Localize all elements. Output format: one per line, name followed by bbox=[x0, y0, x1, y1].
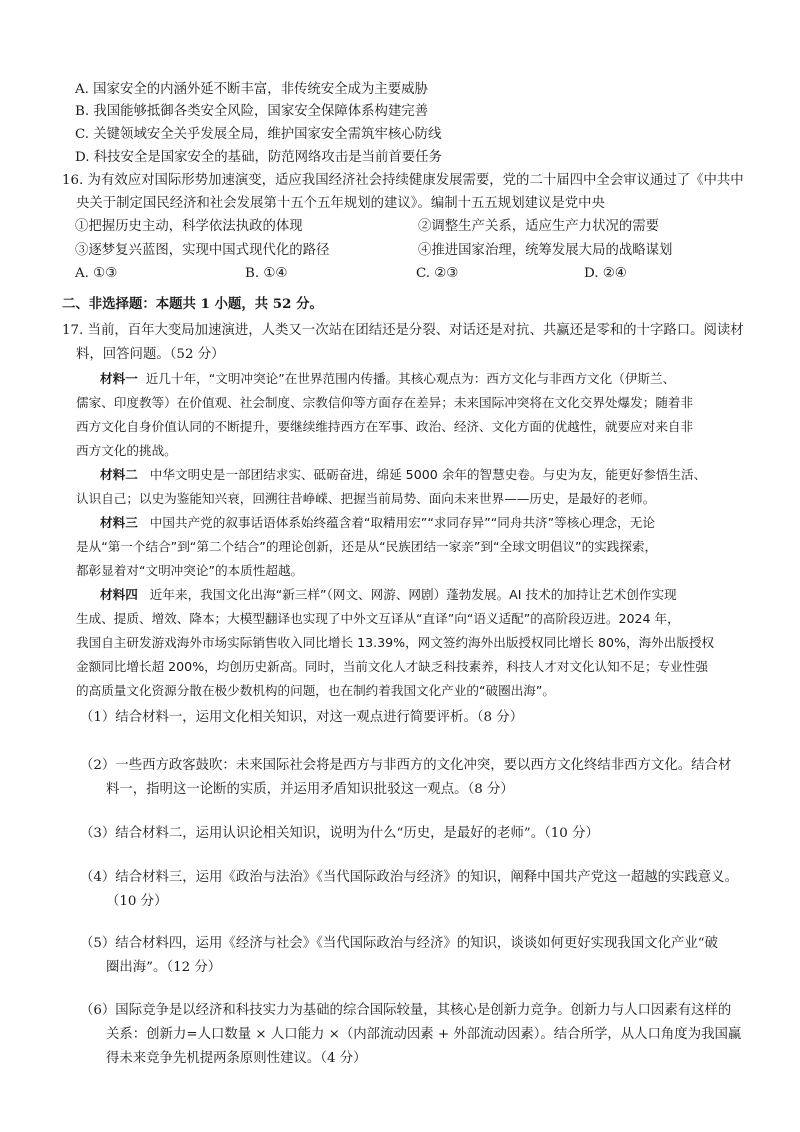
material-4-label: 材料四 bbox=[100, 587, 138, 602]
material-2-text: 中华文明史是一部团结求实、砥砺奋进，绵延 5000 余年的智慧史卷。与史为友，能更好参悟生活、 bbox=[149, 467, 707, 482]
material-1-line2: 儒家、印度教等）在价值观、社会制度、宗教信仰等方面存在差异；未来国际冲突将在文化交界处爆发；随着非 bbox=[76, 395, 694, 410]
sub-question-4-line1: （4）结合材料三，运用《政治与法治》《当代国际政治与经济》的知识，阐释中国共产党这一超越的实践意义。 bbox=[80, 870, 738, 885]
sub-question-6-line3: 得未来竞争先机提两条原则性建议。（4 分） bbox=[106, 1051, 367, 1066]
material-1-line3: 西方文化自身价值认同的不断提升，要继续维持西方在军事、政治、经济、文化方面的优越性，就要应对来自非 bbox=[76, 419, 694, 434]
q15-option-c: C. 关键领域安全关乎发展全局，维护国家安全需筑牢核心防线 bbox=[75, 127, 442, 142]
sub-question-2-line1: （2）一些西方政客鼓吹：未来国际社会将是西方与非西方的文化冲突，要以西方文化终结非西方文化。结合材 bbox=[80, 758, 732, 773]
sub-question-4-line2: （10 分） bbox=[106, 894, 168, 909]
sub-question-5-line1: （5）结合材料四，运用《经济与社会》《当代国际政治与经济》的知识，谈谈如何更好实现我国文化产业“破 bbox=[80, 936, 719, 951]
q16-stem-line1: 16. 为有效应对国际形势加速演变，适应我国经济社会持续健康发展需要，党的二十届四中全会审议通过了《中共中 bbox=[62, 173, 744, 188]
material-1-label: 材料一 bbox=[100, 371, 138, 386]
q16-option-c: C. ②③ bbox=[416, 266, 459, 281]
material-4-line1 bbox=[100, 583, 677, 607]
q15-option-d: D. 科技安全是国家安全的基础，防范网络攻击是当前首要任务 bbox=[75, 150, 442, 165]
material-4-line2: 生成、提质、增效、降本；大模型翻译也实现了中外文互译从“直译”向“语义适配”的高阶段迈进。2024 年， bbox=[76, 611, 680, 626]
material-4-line4: 金额同比增长超 200%，均创历史新高。同时，当前文化人才缺乏科技素养，科技人才对文化认知不足；专业性强 bbox=[76, 659, 708, 674]
q17-intro-line2: 料，回答问题。（52 分） bbox=[76, 347, 225, 362]
material-2-label: 材料二 bbox=[100, 467, 138, 482]
q16-statement-1: ①把握历史主动，科学依法执政的体现 bbox=[75, 219, 303, 234]
sub-question-6-line1: （6）国际竞争是以经济和科技实力为基础的综合国际较量，其核心是创新力竞争。创新力与人口因素有这样的 bbox=[80, 1003, 732, 1018]
q15-option-a: A. 国家安全的内涵外延不断丰富，非传统安全成为主要威胁 bbox=[75, 82, 428, 97]
sub-question-5-line2: 圈出海”。（12 分） bbox=[106, 960, 222, 975]
material-3-line1 bbox=[100, 511, 655, 535]
q16-option-a: A. ①③ bbox=[75, 266, 118, 281]
material-1-text: 近几十年，“文明冲突论”在世界范围内传播。其核心观点为：西方文化与非西方文化（伊斯兰、 bbox=[145, 371, 676, 386]
material-3-line2: 是从“第一个结合”到“第二个结合”的理论创新，还是从“民族团结一家亲”到“全球文明倡议”的实践探索， bbox=[76, 539, 658, 554]
material-4-line5: 的高质量文化资源分散在极少数机构的问题，也在制约着我国文化产业的“破圈出海”。 bbox=[76, 683, 556, 698]
q16-statement-3: ③逐梦复兴蓝图，实现中国式现代化的路径 bbox=[75, 243, 330, 258]
sub-question-3: （3）结合材料二，运用认识论相关知识，说明为什么“历史，是最好的老师”。（10 分） bbox=[80, 826, 599, 841]
q16-statement-4: ④推进国家治理，统筹发展大局的战略谋划 bbox=[418, 243, 673, 258]
material-3-line3: 都彰显着对“文明冲突论”的本质性超越。 bbox=[76, 563, 304, 578]
section-heading: 二、非选择题：本题共 1 小题，共 52 分。 bbox=[62, 296, 323, 312]
q16-option-d: D. ②④ bbox=[584, 266, 627, 281]
material-2-line2: 认识自己；以史为鉴能知兴衰，回溯往昔峥嵘、把握当前局势、面向未来世界——历史，是最好的老师。 bbox=[76, 491, 656, 506]
q17-intro-line1: 17. 当前，百年大变局加速演进，人类又一次站在团结还是分裂、对话还是对抗、共赢还是零和的十字路口。阅读材 bbox=[62, 323, 744, 338]
sub-question-2-line2: 料一，指明这一论断的实质，并运用矛盾知识批驳这一观点。（8 分） bbox=[106, 782, 514, 797]
material-3-text: 中国共产党的叙事话语体系始终蕴含着“取精用宏”“求同存异”“同舟共济”等核心理念，无论 bbox=[149, 515, 655, 530]
material-3-label: 材料三 bbox=[100, 515, 138, 530]
material-4-line3: 我国自主研发游戏海外市场实际销售收入同比增长 13.39%，网文签约海外出版授权同比增长 80%，海外出版授权 bbox=[76, 635, 715, 650]
q16-option-b: B. ①④ bbox=[245, 266, 288, 281]
q15-option-b: B. 我国能够抵御各类安全风险，国家安全保障体系构建完善 bbox=[75, 104, 429, 119]
q16-statement-2: ②调整生产关系，适应生产力状况的需要 bbox=[418, 219, 660, 234]
material-1-line4: 西方文化的挑战。 bbox=[76, 443, 177, 458]
sub-question-6-line2: 关系：创新力=人口数量 × 人口能力 ×（内部流动因素 + 外部流动因素）。结合所学，从人口角度为我国赢 bbox=[106, 1027, 742, 1042]
material-4-text: 近年来，我国文化出海“新三样”（网文、网游、网剧）蓬勃发展。AI 技术的加持让艺术创作实现 bbox=[149, 587, 677, 602]
material-1-line1 bbox=[100, 367, 675, 391]
material-2-line1 bbox=[100, 463, 706, 487]
q16-stem-line2: 央关于制定国民经济和社会发展第十五个五年规划的建议》。编制十五五规划建议是党中央 bbox=[76, 196, 605, 211]
sub-question-1: （1）结合材料一，运用文化相关知识，对这一观点进行简要评析。（8 分） bbox=[80, 710, 524, 725]
